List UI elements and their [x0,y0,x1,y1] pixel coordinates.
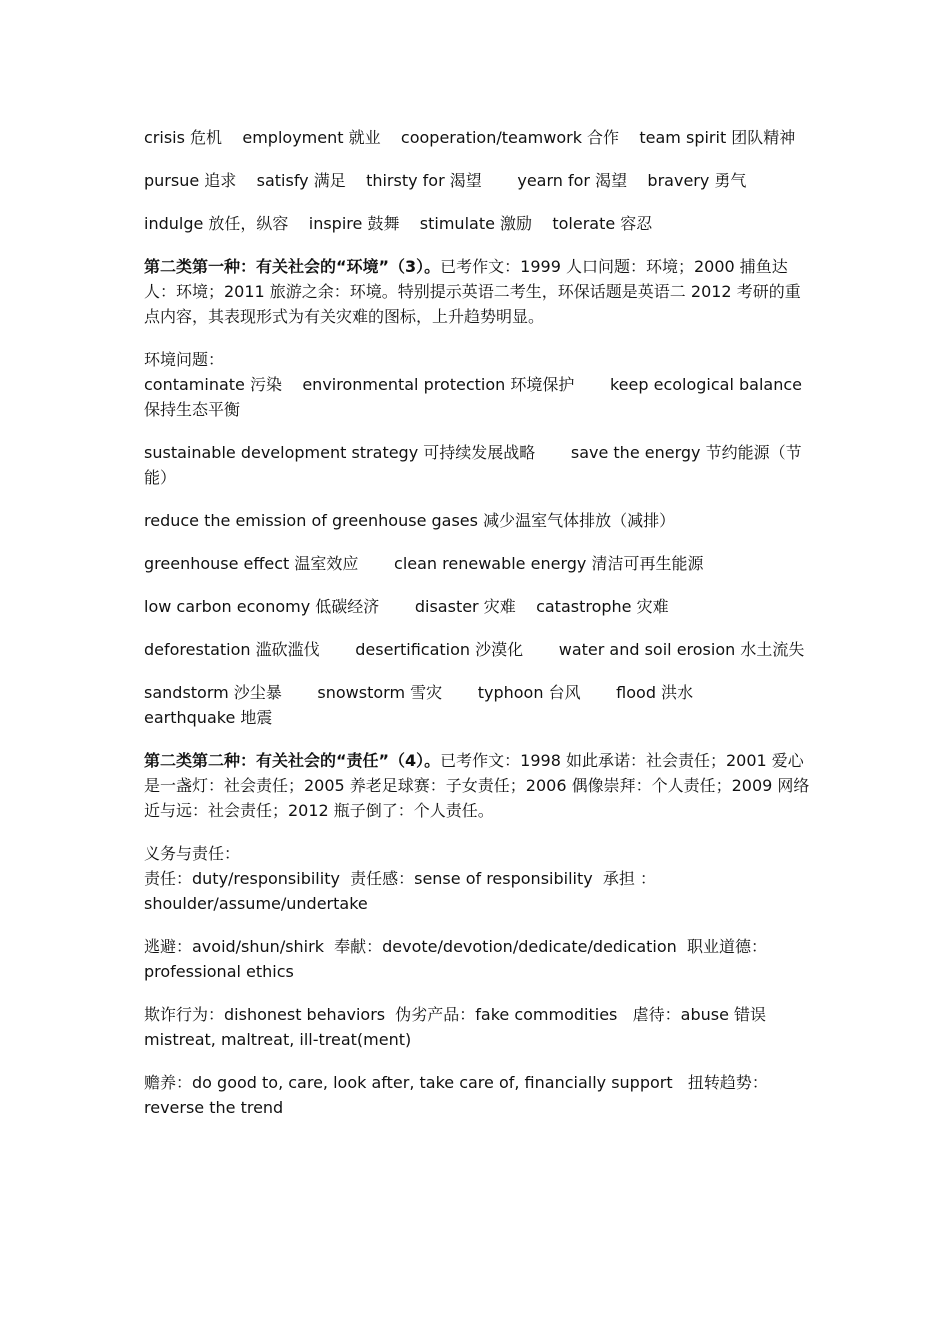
para-text: 赡养：do good to, care, look after, take care of, financially support 扭转趋势：reverse the trend [144,1073,768,1117]
para-text: reduce the emission of greenhouse gases 减少温室气体排放（减排） [144,511,676,530]
vocab-line-3 [144,211,810,236]
para-text: 逃避：avoid/shun/shirk 奉献：devote/devotion/dedicate/dedication 职业道德：professional ethics [144,937,767,981]
section-heading: 第二类第二种：有关社会的“责任”（4）。 [144,751,441,770]
vocab-line-6 [144,508,810,533]
para-text: 欺诈行为：dishonest behaviors 伪劣产品：fake commodities 虐待：abuse 错误 mistreat, maltreat, ill-treat(ment) [144,1005,772,1049]
document-body [144,125,810,1138]
vocab-line-12 [144,934,810,984]
vocab-line-5 [144,440,810,490]
para-text: 已考作文：1998 如此承诺：社会责任；2001 爱心是一盏灯：社会责任；2005 养老足球赛：子女责任；2006 偶像崇拜：个人责任；2009 网络近与远：社会责任；2012 瓶子倒了：个人责任。 [144,751,810,820]
section-responsibility-intro [144,748,810,823]
vocab-line-13 [144,1002,810,1052]
para-text: 责任：duty/responsibility 责任感：sense of responsibility 承担 ：shoulder/assume/undertake [144,869,656,913]
vocab-line-7 [144,551,810,576]
section-heading: 第二类第一种：有关社会的“环境”（3）。 [144,257,441,276]
para-text: sandstorm 沙尘暴 snowstorm 雪灾 typhoon 台风 flood 洪水 earthquake 地震 [144,683,729,727]
vocab-line-9 [144,637,810,662]
para-text: sustainable development strategy 可持续发展战略 save the energy 节约能源（节能） [144,443,802,487]
para-text: deforestation 滥砍滥伐 desertification 沙漠化 water and soil erosion 水土流失 [144,640,805,659]
para-text: crisis 危机 employment 就业 cooperation/teamwork 合作 team spirit 团队精神 [144,128,796,147]
para-text: 义务与责任： [144,844,241,863]
para-text: 已考作文：1999 人口问题：环境；2000 捕鱼达人：环境；2011 旅游之余：环境。特别提示英语二考生，环保话题是英语二 2012 考研的重点内容，其表现形式为有关灾难的图标，上升趋势明显。 [144,257,801,326]
vocab-line-11 [144,866,810,916]
vocab-line-8 [144,594,810,619]
vocab-line-1 [144,125,810,150]
subheading-environment-problems [144,347,810,372]
vocab-line-4 [144,372,810,422]
para-text: low carbon economy 低碳经济 disaster 灾难 catastrophe 灾难 [144,597,669,616]
vocab-line-2 [144,168,810,193]
para-text: greenhouse effect 温室效应 clean renewable energy 清洁可再生能源 [144,554,704,573]
para-text: pursue 追求 satisfy 满足 thirsty for 渴望 yearn for 渴望 bravery 勇气 [144,171,747,190]
section-environment-intro [144,254,810,329]
para-text: contaminate 污染 environmental protection 环境保护 keep ecological balance 保持生态平衡 [144,375,808,419]
vocab-line-10 [144,680,810,730]
para-text: 环境问题： [144,350,225,369]
para-text: indulge 放任，纵容 inspire 鼓舞 stimulate 激励 tolerate 容忍 [144,214,653,233]
subheading-duty-responsibility [144,841,810,866]
vocab-line-14 [144,1070,810,1120]
